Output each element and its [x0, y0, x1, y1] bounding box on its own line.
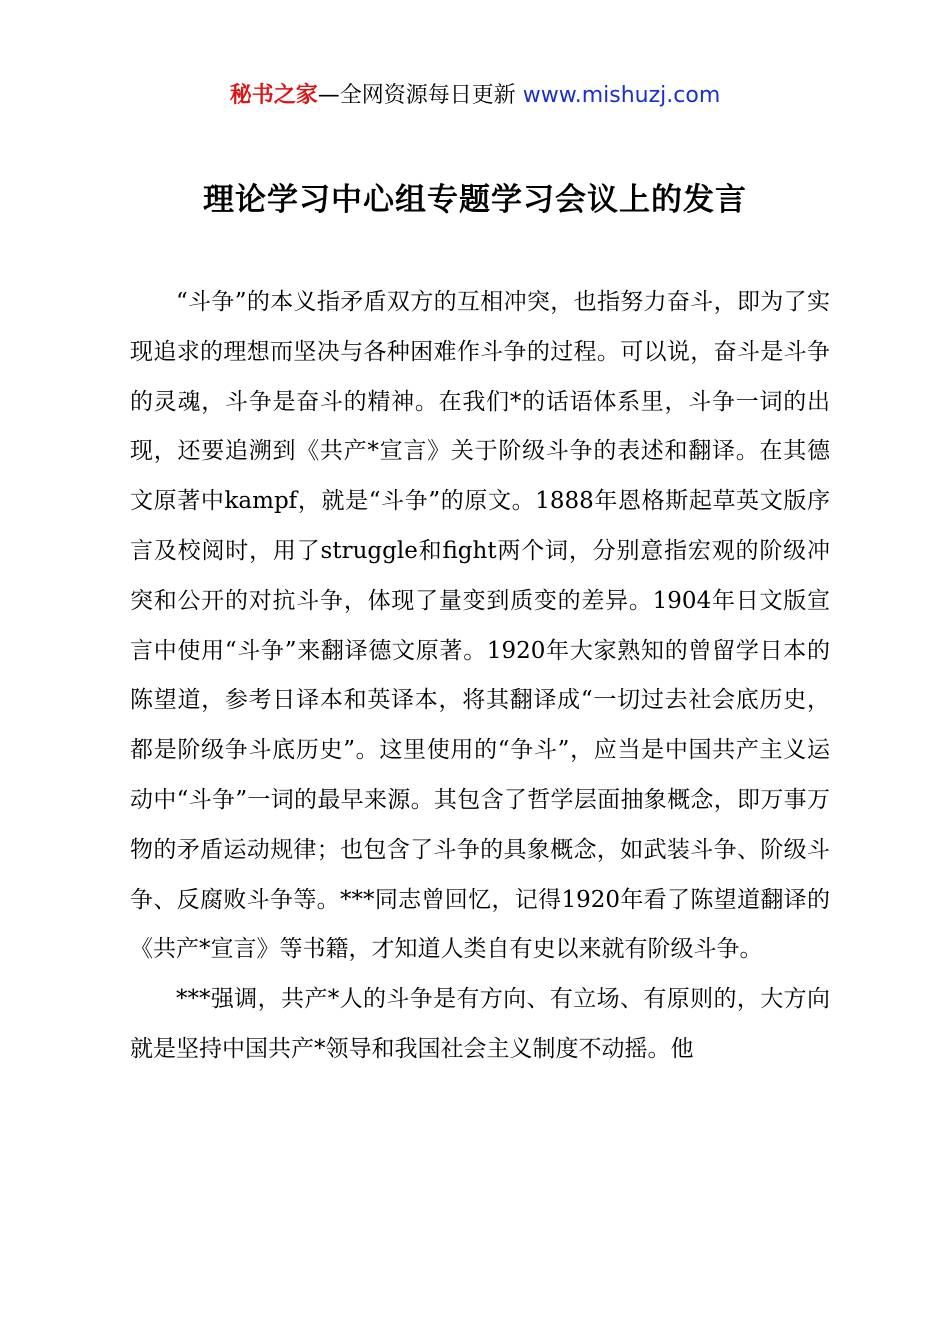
paragraph-2: ***强调，共产*人的斗争是有方向、有立场、有原则的，大方向就是坚持中国共产*领导和我国社会主义制度不动摇。他 — [130, 986, 830, 1062]
site-header — [0, 80, 950, 112]
site-url-link[interactable]: www.mishuzj.com — [522, 83, 721, 108]
document-title: 理论学习中心组专题学习会议上的发言 — [203, 182, 747, 218]
document-body — [130, 278, 830, 1075]
site-tagline: —全网资源每日更新 — [317, 83, 523, 108]
paragraph-1: “斗争”的本义指矛盾双方的互相冲突，也指努力奋斗，即为了实现追求的理想而坚决与各种困难作斗争的过程。可以说，奋斗是斗争的灵魂，斗争是奋斗的精神。在我们*的话语体系里，斗争一词的出现，还要追溯到《共产*宣言》关于阶级斗争的表述和翻译。在其德文原著中kampf，就是“斗争”的原文。1888年恩格斯起草英文版序言及校阅时，用了struggle和fight两个词，分别意指宏观的阶级冲突和公开的对抗斗争，体现了量变到质变的差异。1904年日文版宣言中使用“斗争”来翻译德文原著。1920年大家熟知的曾留学日本的陈望道，参考日译本和英译本，将其翻译成“一切过去社会底历史，都是阶级争斗底历史”。这里使用的“争斗”，应当是中国共产主义运动中“斗争”一词的最早来源。其包含了哲学层面抽象概念，即万事万物的矛盾运动规律；也包含了斗争的具象概念，如武装斗争、阶级斗争、反腐败斗争等。***同志曾回忆，记得1920年看了陈望道翻译的《共产*宣言》等书籍，才知道人类自有史以来就有阶级斗争。 — [130, 289, 830, 963]
site-brand: 秘书之家 — [229, 83, 318, 108]
